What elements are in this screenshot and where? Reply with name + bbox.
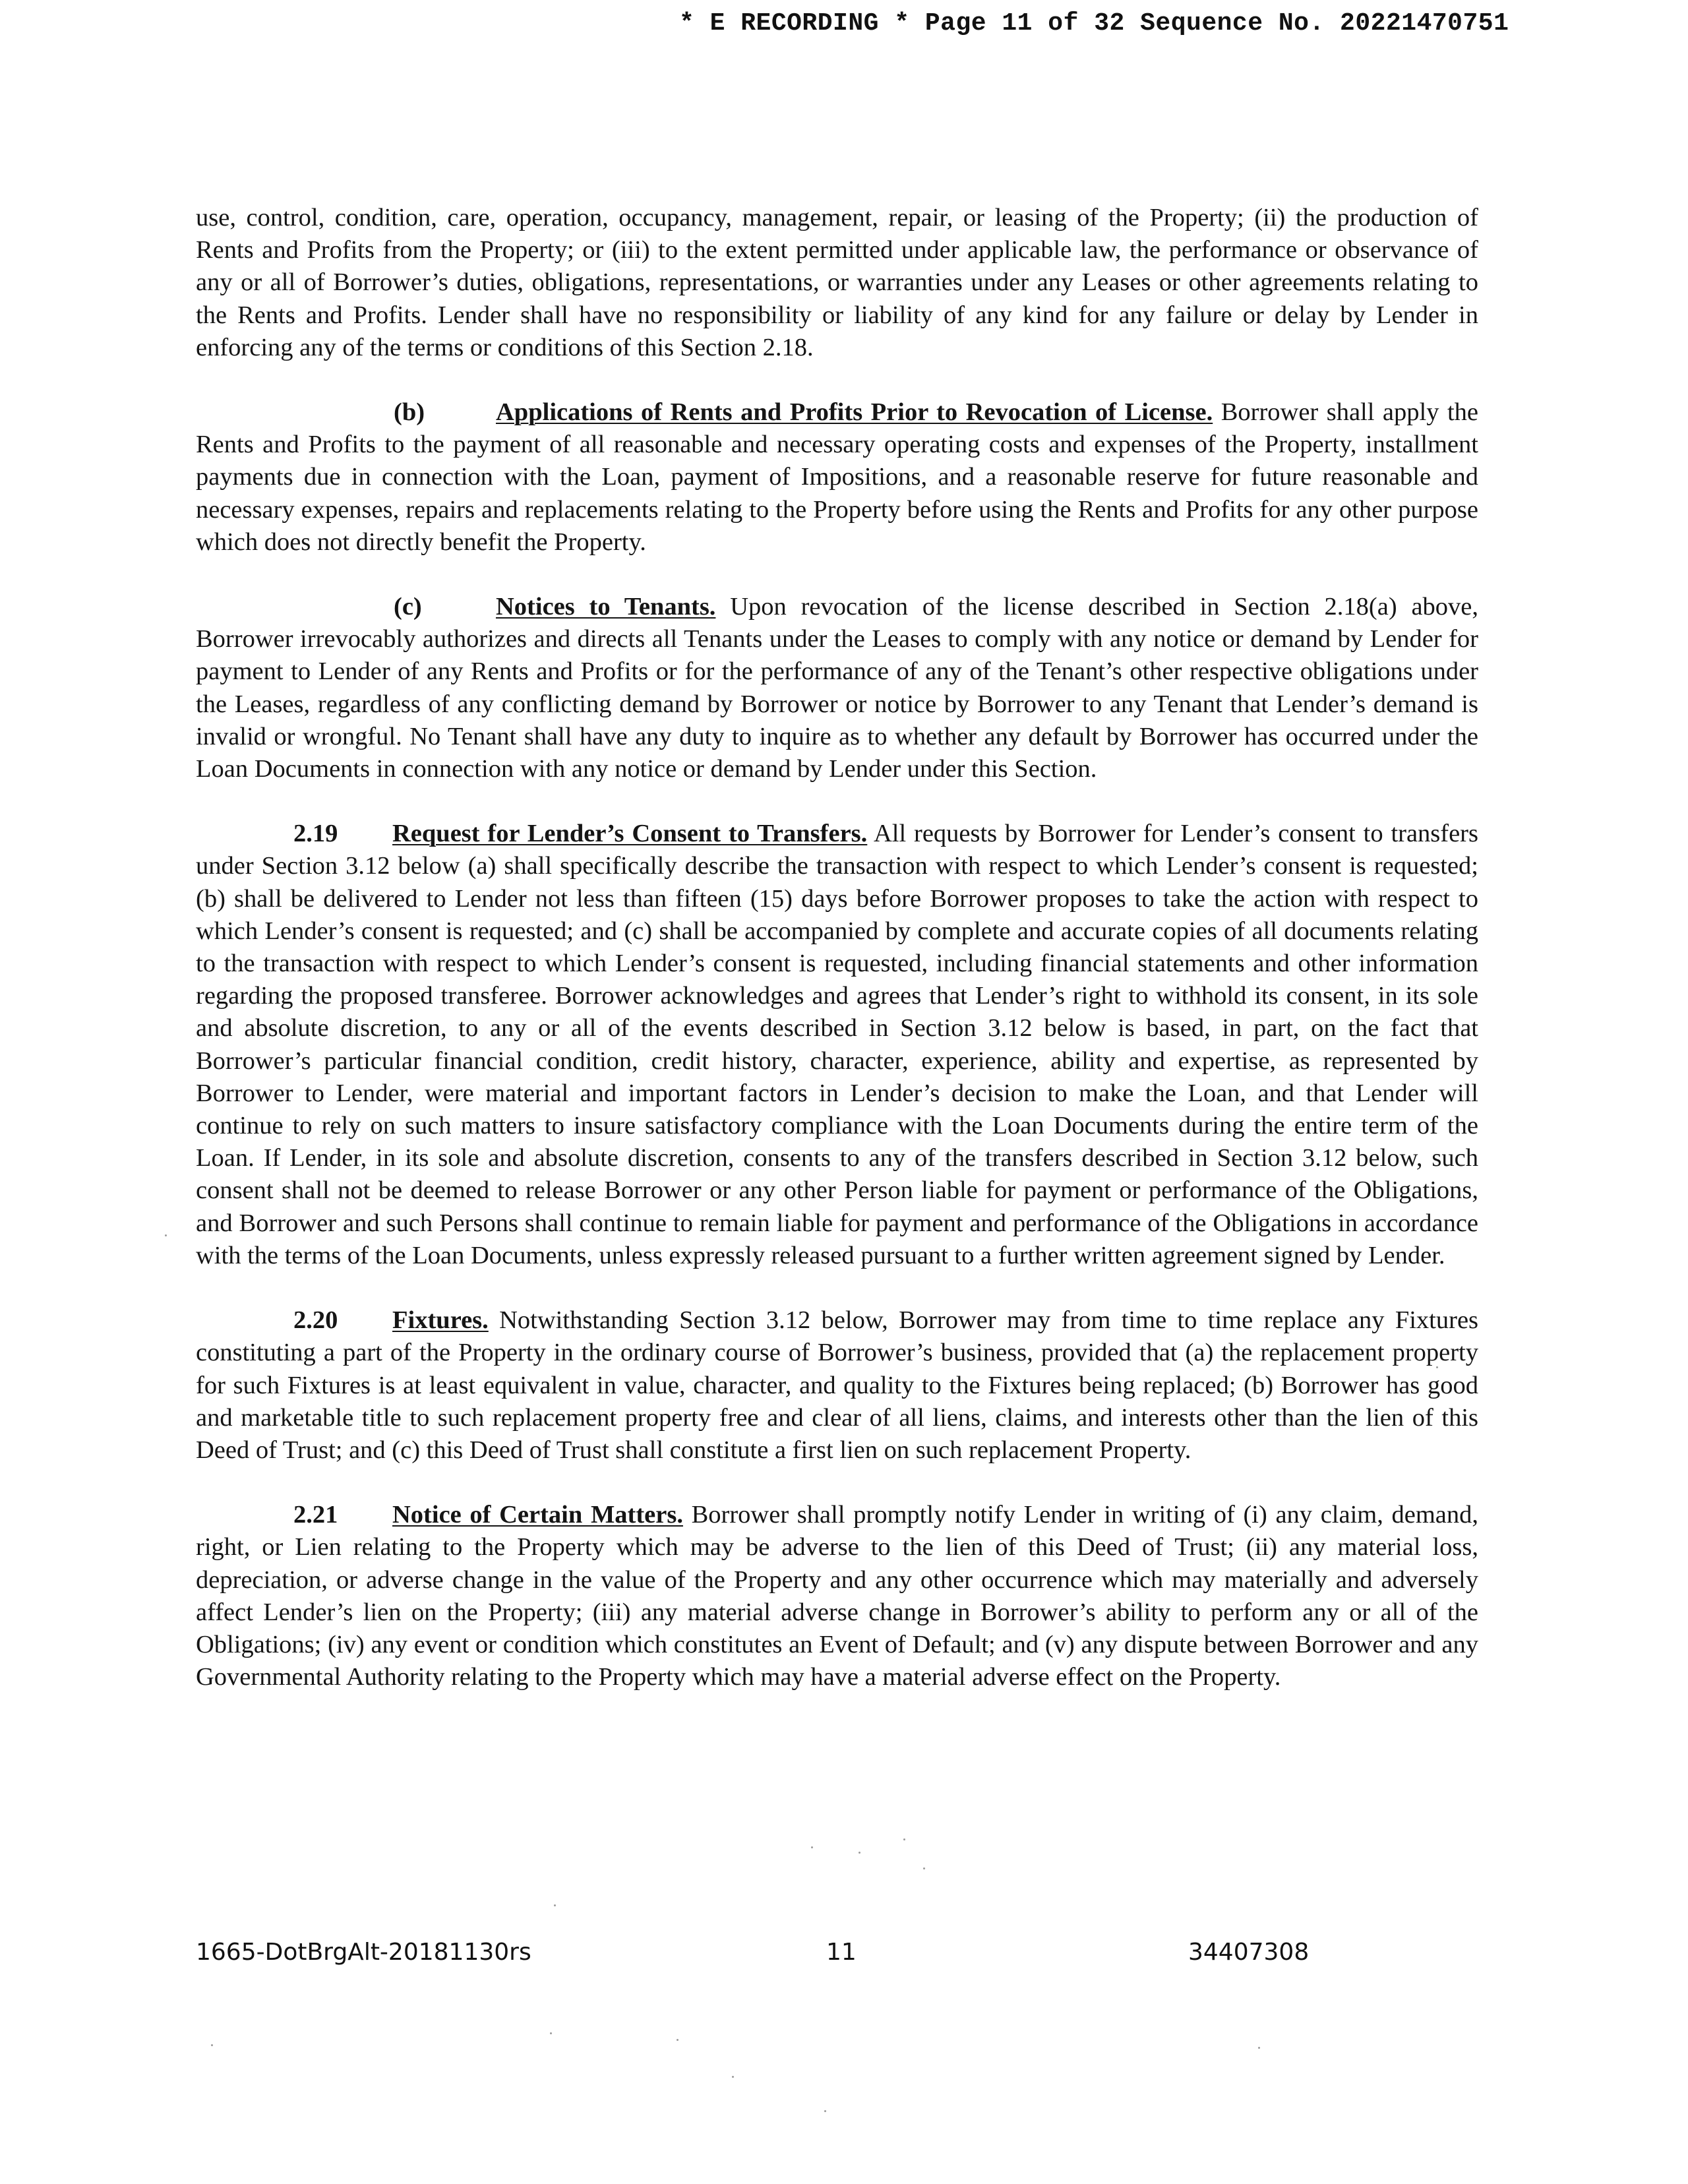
section-2-21-heading: Notice of Certain Matters.	[392, 1501, 683, 1529]
scan-speck	[859, 1852, 860, 1854]
document-body	[196, 202, 1478, 1726]
section-2-20	[196, 1304, 1478, 1467]
section-2-20-heading: Fixtures.	[392, 1306, 489, 1335]
continuation-paragraph: use, control, condition, care, operation, occupancy, management, repair, or leasing of the Property; (ii) the production of Rents and Profits from the Property; or (iii) to the extent permitted under applicable law, the performance or observance of any or all of Borrower’s duties, obligations, representations, or warranties under any Leases or other agreements relating to the Rents and Profits. Lender shall have no responsibility or liability of any kind for any failure or delay by Lender in enforcing any of the terms or conditions of this Section 2.18.	[196, 204, 1478, 361]
subsection-b-heading: Applications of Rents and Profits Prior to Revocation of License.	[496, 398, 1213, 427]
subsection-c-heading: Notices to Tenants.	[496, 593, 716, 621]
scan-speck	[732, 2076, 734, 2078]
scan-speck	[554, 1904, 556, 1906]
section-2-21-number: 2.21	[293, 1501, 338, 1529]
scan-speck	[824, 2110, 826, 2112]
scan-speck	[811, 1846, 813, 1848]
section-2-19-heading: Request for Lender’s Consent to Transfers.	[392, 820, 868, 848]
scan-speck	[1436, 1366, 1438, 1368]
section-2-19	[196, 818, 1478, 1272]
scan-speck	[903, 1838, 905, 1840]
section-2-21	[196, 1499, 1478, 1693]
subsection-c	[196, 591, 1478, 785]
section-2-19-number: 2.19	[293, 820, 338, 848]
footer-document-code: 1665-DotBrgAlt-20181130rs	[196, 1939, 531, 1966]
scan-speck	[1258, 2047, 1260, 2049]
scan-speck	[677, 2039, 678, 2041]
section-2-19-text: All requests by Borrower for Lender’s consent to transfers under Section 3.12 below (a) shall specifically describe the transaction with respect to which Lender’s consent is requested; (b) shall be delivered to Lender not less than fifteen (15) days before Borrower proposes to take the action with respect to which Lender’s consent is requested; and (c) shall be accompanied by complete and accurate copies of all documents relating to the transaction with respect to which Lender’s consent is requested, including financial statements and other information regarding the proposed transferee. Borrower acknowledges and agrees that Lender’s right to withhold its consent, in its sole and absolute discretion, to any or all of the events described in Section 3.12 below is based, in part, on the fact that Borrower’s particular financial condition, credit history, character, experience, ability and expertise, as represented by Borrower to Lender, were material and important factors in Lender’s decision to make the Loan, and that Lender will continue to rely on such matters to insure satisfactory compliance with the Loan Documents during the entire term of the Loan. If Lender, in its sole and absolute discretion, consents to any of the transfers described in Section 3.12 below, such consent shall not be deemed to release Borrower or any other Person liable for payment or performance of the Obligations, and Borrower and such Persons shall continue to remain liable for payment and performance of the Obligations in accordance with the terms of the Loan Documents, unless expressly released pursuant to a further written agreement signed by Lender.	[196, 820, 1478, 1269]
scan-speck	[550, 2032, 552, 2034]
subsection-b-label: (b)	[394, 398, 425, 427]
subsection-b	[196, 396, 1478, 559]
subsection-b-text: Borrower shall apply the Rents and Profits to the payment of all reasonable and necessary operating costs and expenses of the Property, installment payments due in connection with the Loan, payment of Impositions, and a reasonable reserve for future reasonable and necessary expenses, repairs and replacements relating to the Property before using the Rents and Profits for any other purpose which does not directly benefit the Property.	[196, 398, 1478, 556]
subsection-c-label: (c)	[394, 593, 422, 621]
footer-page-number: 11	[826, 1939, 857, 1966]
footer-document-number: 34407308	[1188, 1939, 1310, 1966]
scan-speck	[211, 2044, 213, 2046]
scan-speck	[165, 1234, 167, 1236]
subsection-c-text: Upon revocation of the license described in Section 2.18(a) above, Borrower irrevocably authorizes and directs all Tenants under the Leases to comply with any notice or demand by Lender for payment to Lender of any Rents and Profits or for the performance of any of the Tenant’s other respective obligations under the Leases, regardless of any conflicting demand by Borrower or notice by Borrower to any Tenant that Lender’s demand is invalid or wrongful. No Tenant shall have any duty to inquire as to whether any default by Borrower has occurred under the Loan Documents in connection with any notice or demand by Lender under this Section.	[196, 593, 1478, 783]
section-2-20-number: 2.20	[293, 1306, 338, 1335]
recording-stamp: * E RECORDING * Page 11 of 32 Sequence No. 20221470751	[679, 9, 1509, 38]
scan-speck	[923, 1867, 925, 1869]
section-2-20-text: Notwithstanding Section 3.12 below, Borrower may from time to time replace any Fixtures constituting a part of the Property in the ordinary course of Borrower’s business, provided that (a) the replacement property for such Fixtures is at least equivalent in value, character, and quality to the Fixtures being replaced; (b) Borrower has good and marketable title to such replacement property free and clear of all liens, claims, and interests other than the lien of this Deed of Trust; and (c) this Deed of Trust shall constitute a first lien on such replacement Property.	[196, 1306, 1479, 1464]
page-footer	[196, 1939, 1478, 1978]
section-2-21-text: Borrower shall promptly notify Lender in writing of (i) any claim, demand, right, or Lien relating to the Property which may be adverse to the lien of this Deed of Trust; (ii) any material loss, depreciation, or adverse change in the value of the Property and any other occurrence which may materially and adversely affect Lender’s lien on the Property; (iii) any material adverse change in Borrower’s ability to perform any or all of the Obligations; (iv) any event or condition which constitutes an Event of Default; and (v) any dispute between Borrower and any Governmental Authority relating to the Property which may have a material adverse effect on the Property.	[196, 1501, 1478, 1691]
